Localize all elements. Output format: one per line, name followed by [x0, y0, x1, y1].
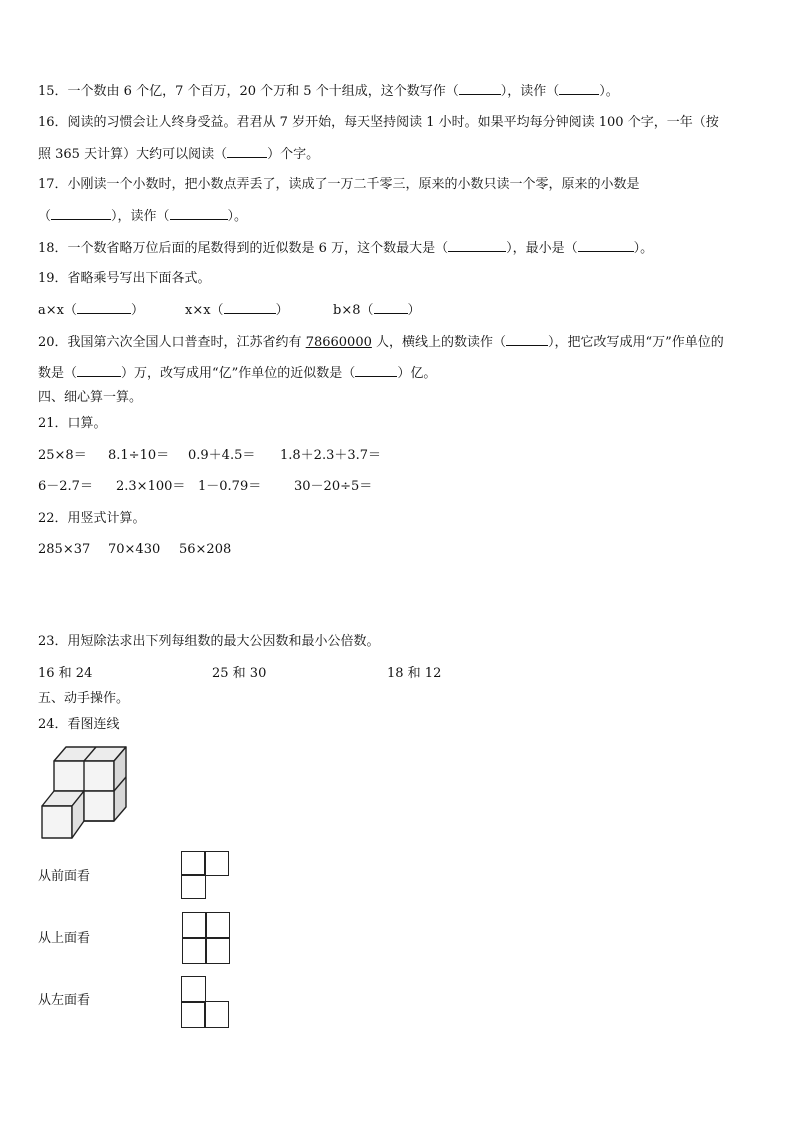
answer-blank[interactable] [559, 82, 599, 95]
q15-text-a: 15．一个数由 6 个亿，7 个百万，20 个万和 5 个十组成，这个数写作（ [38, 84, 459, 99]
answer-blank[interactable] [355, 364, 397, 377]
question-17-line-1: 17．小刚读一个小数时，把小数点弄丢了，读成了一万二千零三，原来的小数只读一个零，原来的小数是 [38, 177, 640, 192]
q19-item-1 [38, 301, 144, 320]
view-label-top: 从上面看 [38, 931, 91, 946]
q20-text-c: ），把它改写成用“万”作单位的 [548, 335, 724, 350]
answer-blank[interactable] [77, 301, 131, 314]
answer-blank[interactable] [170, 207, 228, 220]
answer-blank[interactable] [448, 239, 506, 252]
question-18 [38, 239, 653, 258]
q15-text-c: ）。 [599, 84, 619, 99]
q19-expr: a×x（ [38, 303, 77, 318]
q19-close: ） [275, 303, 289, 318]
q18-text-b: ），最小是（ [506, 241, 578, 256]
q19-close: ） [130, 303, 144, 318]
q17-text-c: ）。 [227, 209, 248, 224]
view-label-front: 从前面看 [38, 869, 91, 884]
question-17-line-2 [38, 207, 247, 226]
view-option-a[interactable] [181, 851, 229, 899]
answer-blank[interactable] [227, 145, 267, 158]
q15-text-b: ），读作（ [500, 84, 560, 99]
q19-item-3 [333, 301, 421, 320]
cube-stack-figure [38, 744, 130, 842]
view-label-left: 从左面看 [38, 993, 91, 1008]
calc-item: 1－0.79＝ [198, 479, 262, 494]
vertical-calc-item: 70×430 [108, 542, 161, 557]
calc-item: 8.1÷10＝ [108, 448, 170, 463]
q20-text-a: 20．我国第六次全国人口普查时，江苏省约有 [38, 335, 306, 350]
answer-blank[interactable] [224, 301, 276, 314]
q19-item-2 [185, 301, 289, 320]
q20-text-d: 数是（ [38, 366, 78, 381]
question-24-title: 24．看图连线 [38, 717, 120, 732]
answer-blank[interactable] [506, 333, 548, 346]
view-option-c[interactable] [181, 976, 229, 1028]
vertical-calc-item: 285×37 [38, 542, 91, 557]
question-21-title: 21．口算。 [38, 416, 107, 431]
calc-item: 25×8＝ [38, 448, 87, 463]
calc-item: 2.3×100＝ [116, 479, 186, 494]
number-pair: 16 和 24 [38, 666, 93, 681]
q20-text-e: ）万，改写成用“亿”作单位的近似数是（ [121, 366, 356, 381]
answer-blank[interactable] [374, 301, 408, 314]
answer-blank[interactable] [578, 239, 634, 252]
section-4-heading: 四、细心算一算。 [38, 390, 143, 405]
answer-blank[interactable] [51, 207, 111, 220]
answer-blank[interactable] [459, 82, 501, 95]
question-16-line-1: 16．阅读的习惯会让人终身受益。君君从 7 岁开始，每天坚持阅读 1 小时。如果平均每分钟阅读 100 个字，一年（按 [38, 115, 719, 130]
question-16-line-2 [38, 145, 319, 164]
calc-item: 30－20÷5＝ [294, 479, 373, 494]
q19-close: ） [407, 303, 421, 318]
question-19-title: 19．省略乘号写出下面各式。 [38, 271, 211, 286]
underlined-number: 78660000 [305, 335, 372, 350]
q16-text-b: ）个字。 [267, 147, 320, 162]
question-15 [38, 82, 619, 101]
q19-expr: x×x（ [185, 303, 224, 318]
number-pair: 25 和 30 [212, 666, 267, 681]
q17-text-b: ），读作（ [111, 209, 170, 224]
answer-blank[interactable] [77, 364, 121, 377]
number-pair: 18 和 12 [387, 666, 442, 681]
calc-item: 0.9＋4.5＝ [188, 448, 256, 463]
q16-text-a: 照 365 天计算）大约可以阅读（ [38, 147, 228, 162]
question-22-title: 22．用竖式计算。 [38, 511, 146, 526]
view-option-b[interactable] [182, 912, 230, 964]
q19-expr: b×8（ [333, 303, 374, 318]
calc-item: 1.8＋2.3＋3.7＝ [280, 448, 382, 463]
vertical-calc-item: 56×208 [179, 542, 232, 557]
question-20-line-1 [38, 333, 724, 352]
q20-text-b: 人，横线上的数读作（ [371, 335, 506, 350]
question-20-line-2 [38, 364, 436, 383]
question-23-title: 23．用短除法求出下列每组数的最大公因数和最小公倍数。 [38, 634, 380, 649]
calc-item: 6－2.7＝ [38, 479, 93, 494]
q17-text-a: （ [38, 209, 52, 224]
q20-text-f: ）亿。 [397, 366, 437, 381]
section-5-heading: 五、动手操作。 [38, 691, 130, 706]
q18-text-c: ）。 [633, 241, 654, 256]
q18-text-a: 18．一个数省略万位后面的尾数得到的近似数是 6 万，这个数最大是（ [38, 241, 449, 256]
